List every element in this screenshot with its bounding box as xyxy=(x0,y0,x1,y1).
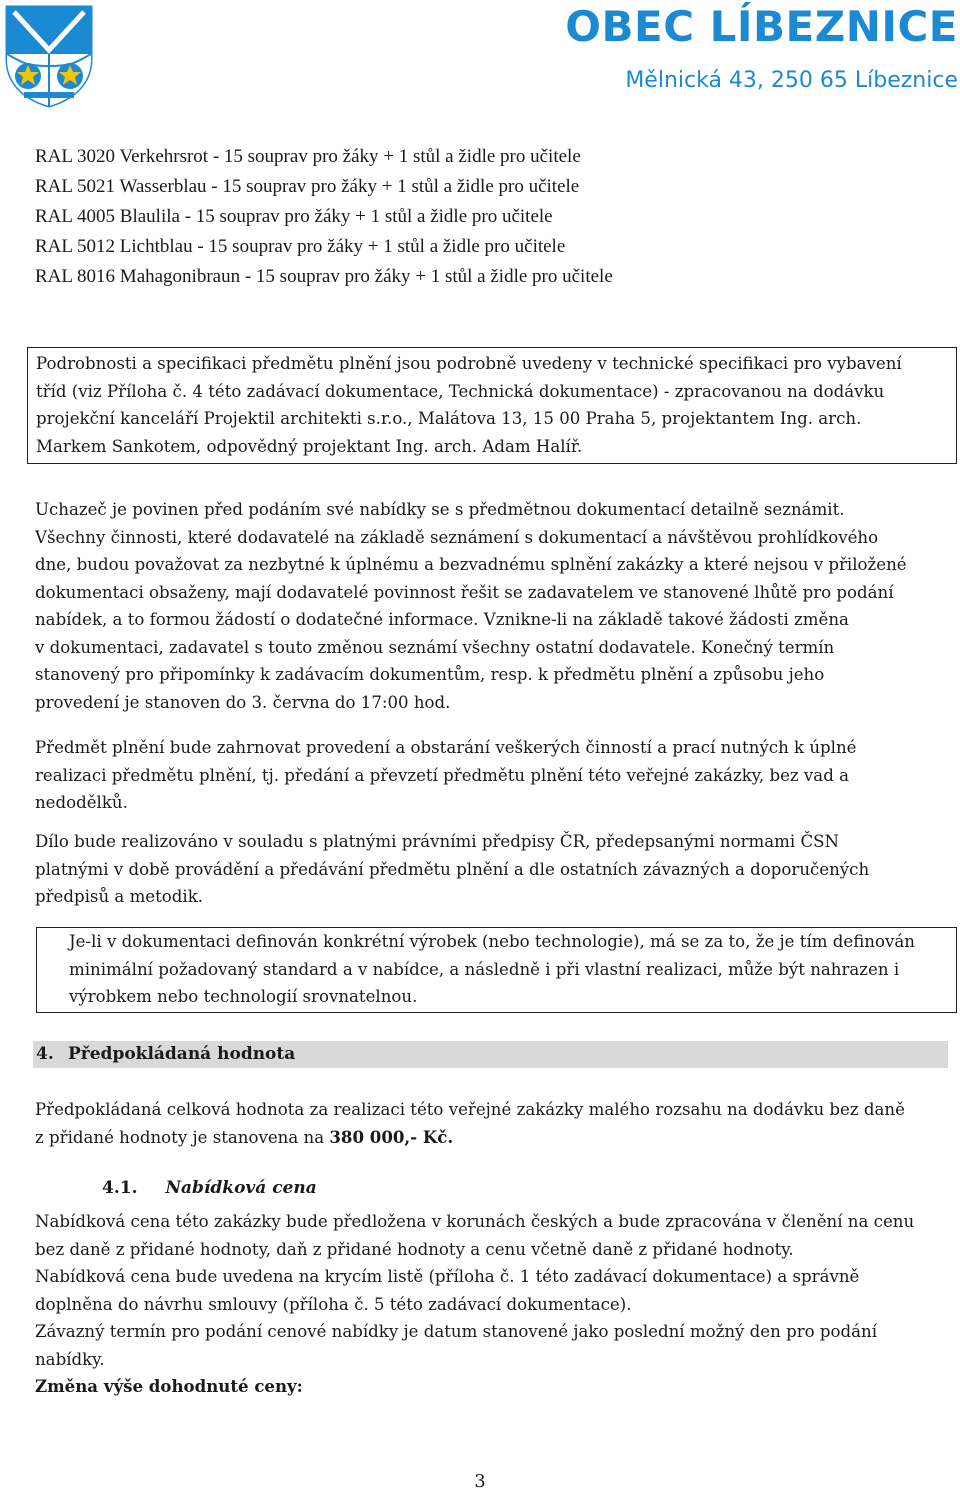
paragraph-line: doplněna do návrhu smlouvy (příloha č. 5 této zadávací dokumentace). xyxy=(35,1294,632,1314)
ral-color-list xyxy=(35,142,613,292)
paragraph-line: dne, budou považovat za nezbytné k úplnému a bezvadnému splnění zakázky a které nejsou v přiložené xyxy=(35,555,907,574)
paragraph-line: Závazný termín pro podání cenové nabídky je datum stanovené jako poslední možný den pro podání xyxy=(35,1322,878,1341)
paragraph-line: nabídky. xyxy=(35,1349,105,1369)
note-box xyxy=(36,927,957,1013)
paragraph-line: Všechny činnosti, které dodavatelé na základě seznámení s dokumentací a návštěvou prohlídkového xyxy=(35,527,879,547)
paragraph-subject xyxy=(35,734,955,817)
list-item: RAL 5021 Wasserblau - 15 souprav pro žáky + 1 stůl a židle pro učitele xyxy=(35,176,580,197)
paragraph-line: provedení je stanoven do 3. června do 17:00 hod. xyxy=(35,692,451,712)
paragraph-bid-price xyxy=(35,1208,955,1401)
paragraph-line: předpisů a metodik. xyxy=(35,887,204,906)
spec-line: tříd (viz Příloha č. 4 této zadávací dokumentace, Technická dokumentace) - zpracovanou na dodávku xyxy=(36,381,885,401)
paragraph-line xyxy=(35,1124,955,1152)
paragraph-line: Nabídková cena této zakázky bude předložena v korunách českých a bude zpracována v členění na cenu xyxy=(35,1212,915,1231)
estimated-amount: 380 000,- Kč. xyxy=(329,1126,454,1147)
municipality-address: Mělnická 43, 250 65 Líbeznice xyxy=(625,68,958,93)
note-line: minimální požadovaný standard a v nabídce, a následně i při vlastní realizaci, může být nahrazen i xyxy=(69,959,900,979)
spec-line: projekční kanceláří Projektil architekti s.r.o., Malátova 13, 15 00 Praha 5, projektantem Ing. arch. xyxy=(36,409,862,428)
section-title: Předpokládaná hodnota xyxy=(68,1044,296,1064)
paragraph-line: Dílo bude realizováno v souladu s platnými právními předpisy ČR, předepsanými normami ČSN xyxy=(35,832,840,851)
specification-box xyxy=(27,347,957,464)
paragraph-line: Uchazeč je povinen před podáním své nabídky se s předmětnou dokumentací detailně seznámit. xyxy=(35,500,845,519)
section-heading-4 xyxy=(33,1041,948,1068)
note-line: Je-li v dokumentaci definován konkrétní výrobek (nebo technologie), má se za to, že je tím definován xyxy=(69,932,915,951)
paragraph-line: Předpokládaná celková hodnota za realizaci této veřejné zakázky malého rozsahu na dodávku bez daně xyxy=(35,1100,905,1119)
paragraph-line: nabídek, a to formou žádostí o dodatečné informace. Vznikne-li na základě takové žádosti změna xyxy=(35,610,849,629)
subsection-heading-4-1 xyxy=(102,1174,317,1202)
page-number: 3 xyxy=(474,1471,486,1492)
list-item: RAL 3020 Verkehrsrot - 15 souprav pro žáky + 1 stůl a židle pro učitele xyxy=(35,146,581,167)
section-number: 4. xyxy=(36,1044,54,1064)
price-change-heading: Změna výše dohodnuté ceny: xyxy=(35,1376,303,1396)
paragraph-line: dokumentaci obsaženy, mají dodavatelé povinnost řešit se zadavatelem ve stanovené lhůtě pro podání xyxy=(35,582,894,602)
subsection-number: 4.1. xyxy=(102,1178,138,1198)
paragraph-line: platnými v době provádění a předávání předmětu plnění a dle ostatních závazných a doporučených xyxy=(35,859,870,879)
paragraph-line: stanovený pro připomínky k zadávacím dokumentům, resp. k předmětu plnění a způsobu jeho xyxy=(35,665,825,684)
spec-line: Markem Sankotem, odpovědný projektant Ing. arch. Adam Halíř. xyxy=(36,436,583,456)
paragraph-line: Nabídková cena bude uvedena na krycím listě (příloha č. 1 této zadávací dokumentace) a správně xyxy=(35,1267,860,1286)
list-item: RAL 5012 Lichtblau - 15 souprav pro žáky + 1 stůl a židle pro učitele xyxy=(35,236,566,257)
municipality-title: OBEC LÍBEZNICE xyxy=(565,2,958,51)
paragraph-documentation xyxy=(35,496,955,716)
paragraph-regulations xyxy=(35,828,955,911)
paragraph-line: bez daně z přidané hodnoty, daň z přidané hodnoty a cenu včetně daně z přidané hodnoty. xyxy=(35,1239,794,1259)
spec-line: Podrobnosti a specifikaci předmětu plnění jsou podrobně uvedeny v technické specifikaci pro vybavení xyxy=(36,354,902,373)
subsection-title: Nabídková cena xyxy=(165,1178,317,1198)
note-line: výrobkem nebo technologií srovnatelnou. xyxy=(69,987,418,1006)
paragraph-line: nedodělků. xyxy=(35,793,128,812)
list-item: RAL 8016 Mahagonibraun - 15 souprav pro žáky + 1 stůl a židle pro učitele xyxy=(35,266,613,287)
list-item: RAL 4005 Blaulila - 15 souprav pro žáky + 1 stůl a židle pro učitele xyxy=(35,206,553,227)
paragraph-line: realizaci předmětu plnění, tj. předání a převzetí předmětu plnění této veřejné zakázky, bez vad a xyxy=(35,765,849,785)
coat-of-arms-icon xyxy=(4,4,94,108)
paragraph-line: Předmět plnění bude zahrnovat provedení a obstarání veškerých činností a prací nutných k úplné xyxy=(35,738,857,757)
paragraph-estimated-value xyxy=(35,1096,955,1151)
paragraph-line: v dokumentaci, zadavatel s touto změnou seznámí všechny ostatní dodavatele. Konečný termín xyxy=(35,637,835,657)
value-prefix: z přidané hodnoty je stanovena na xyxy=(35,1127,330,1147)
